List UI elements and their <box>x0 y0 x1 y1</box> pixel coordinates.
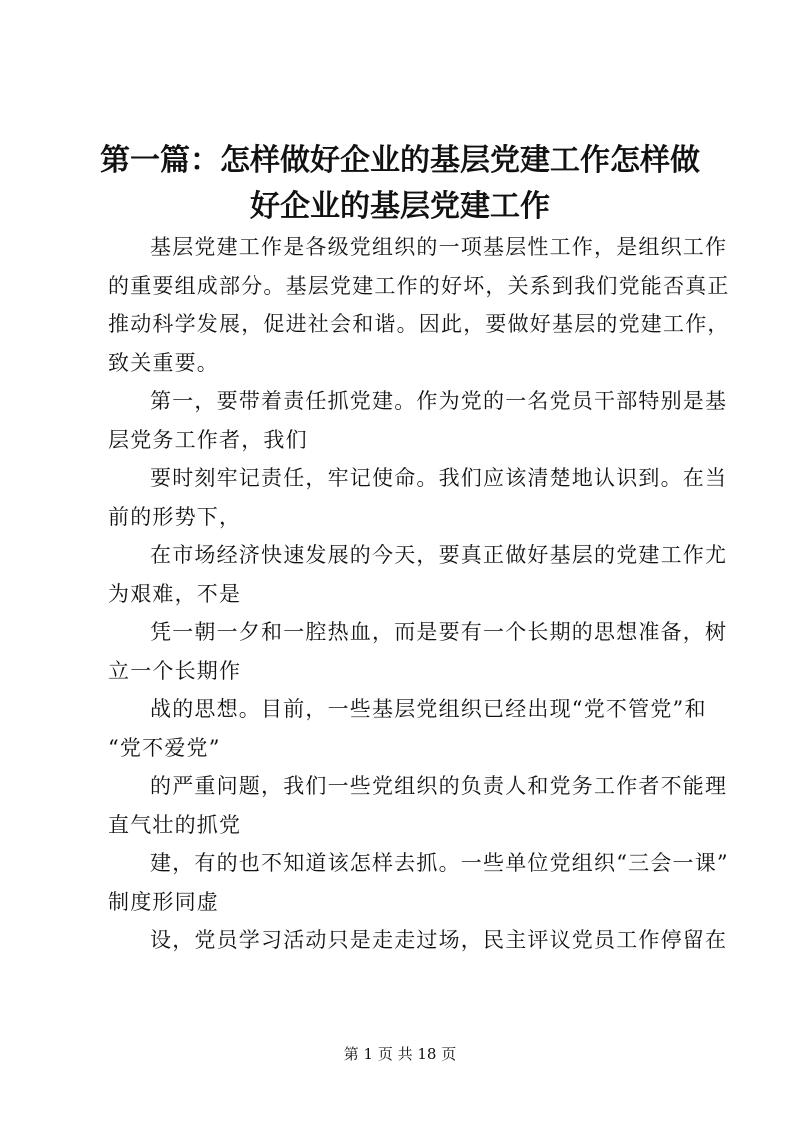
paragraph-line: 基层党建工作是各级党组织的一项基层性工作，是组织工作 <box>150 235 728 259</box>
paragraph-line: 立一个长期作 <box>108 658 242 683</box>
paragraph-2 <box>108 382 728 459</box>
paragraph-line: 为艰难，不是 <box>108 581 242 606</box>
paragraph-line: 的重要组成部分。基层党建工作的好坏，关系到我们党能否真正 <box>108 273 730 298</box>
paragraph-line: 要时刻牢记责任，牢记使命。我们应该清楚地认识到。在当 <box>150 466 728 490</box>
paragraph-6 <box>108 690 708 767</box>
paragraph-line: 的严重问题，我们一些党组织的负责人和党务工作者不能理 <box>150 774 728 798</box>
title-line-1: 第一篇：怎样做好企业的基层党建工作怎样做 <box>100 143 700 178</box>
paragraph-line: 在市场经济快速发展的今天，要真正做好基层的党建工作尤 <box>150 543 728 567</box>
paragraph-line: 第一，要带着责任抓党建。作为党的一名党员干部特别是基 <box>150 389 728 413</box>
page-footer: 第 1 页 共 18 页 <box>343 1045 457 1063</box>
paragraph-line: 设，党员学习活动只是走走过场，民主评议党员工作停留在 <box>150 928 728 952</box>
paragraph-7 <box>108 767 728 844</box>
paragraph-4 <box>108 536 728 613</box>
paragraph-line: “党不爱党” <box>108 735 221 760</box>
paragraph-line: 推动科学发展，促进社会和谐。因此，要做好基层的党建工作， <box>108 312 730 336</box>
paragraph-1 <box>108 228 730 382</box>
paragraph-8 <box>108 844 729 921</box>
title-line-2: 好企业的基层党建工作 <box>250 189 550 224</box>
document-title <box>100 138 700 230</box>
paragraph-5 <box>108 613 728 690</box>
paragraph-line: 层党务工作者，我们 <box>108 427 308 452</box>
paragraph-line: 战的思想。目前，一些基层党组织已经出现“党不管党”和 <box>150 697 707 721</box>
paragraph-line: 建，有的也不知道该怎样去抓。一些单位党组织“三会一课” <box>150 851 729 875</box>
paragraph-3 <box>108 459 728 536</box>
paragraph-line: 制度形同虚 <box>108 889 219 914</box>
document-body <box>108 228 730 960</box>
paragraph-line: 致关重要。 <box>108 350 219 375</box>
paragraph-line: 直气壮的抓党 <box>108 812 242 837</box>
paragraph-line: 前的形势下， <box>108 504 242 529</box>
paragraph-9 <box>108 921 728 960</box>
paragraph-line: 凭一朝一夕和一腔热血，而是要有一个长期的思想准备，树 <box>150 620 728 644</box>
